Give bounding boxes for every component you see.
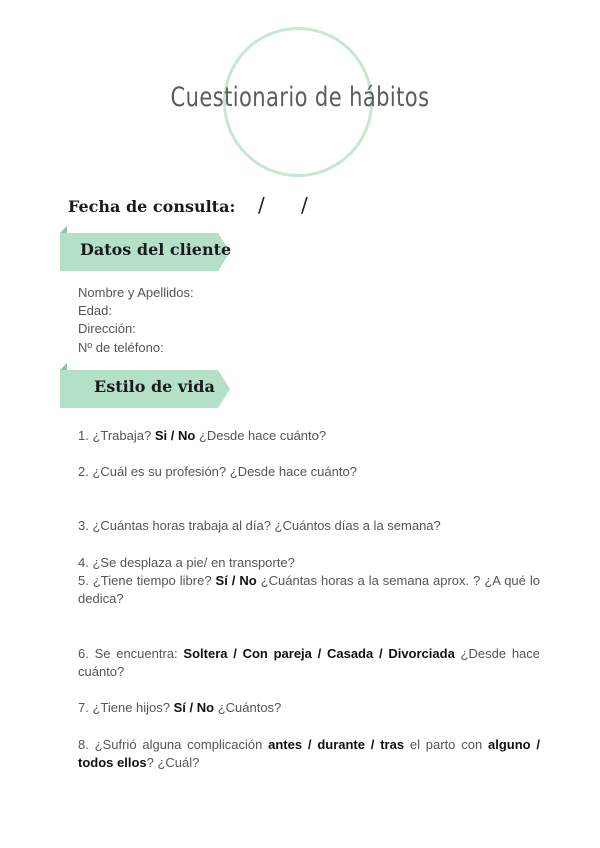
section-heading-estilo: Estilo de vida bbox=[94, 377, 215, 396]
field-nombre: Nombre y Apellidos: bbox=[78, 285, 194, 300]
page-title: Cuestionario de hábitos bbox=[170, 82, 430, 113]
field-edad: Edad: bbox=[78, 303, 112, 318]
section-heading-datos: Datos del cliente bbox=[80, 240, 232, 259]
question-6: 6. Se encuentra: Soltera / Con pareja / Casada / Divorciada ¿Desde hace cuánto? bbox=[78, 646, 541, 679]
banner-fold-decoration bbox=[60, 363, 67, 370]
question-5: 5. ¿Tiene tiempo libre? Sí / No ¿Cuántas horas a la semana aprox. ? ¿A qué lo dedica? bbox=[78, 573, 540, 606]
question-1: 1. ¿Trabaja? Si / No ¿Desde hace cuánto? bbox=[78, 428, 327, 443]
question-3: 3. ¿Cuántas horas trabaja al día? ¿Cuántos días a la semana? bbox=[78, 518, 441, 533]
field-direccion: Dirección: bbox=[78, 321, 136, 336]
question-7: 7. ¿Tiene hijos? Sí / No ¿Cuántos? bbox=[78, 700, 282, 715]
field-telefono: Nº de teléfono: bbox=[78, 340, 164, 355]
banner-fold-decoration bbox=[60, 226, 67, 233]
question-4: 4. ¿Se desplaza a pie/ en transporte? bbox=[78, 555, 295, 570]
date-separator-1: / bbox=[258, 193, 265, 217]
fecha-label: Fecha de consulta: bbox=[68, 197, 236, 216]
question-2: 2. ¿Cuál es su profesión? ¿Desde hace cuánto? bbox=[78, 464, 357, 479]
date-separator-2: / bbox=[301, 193, 308, 217]
question-8: 8. ¿Sufrió alguna complicación antes / durante / tras el parto con alguno / todos ellos? ¿Cuál? bbox=[78, 737, 541, 770]
